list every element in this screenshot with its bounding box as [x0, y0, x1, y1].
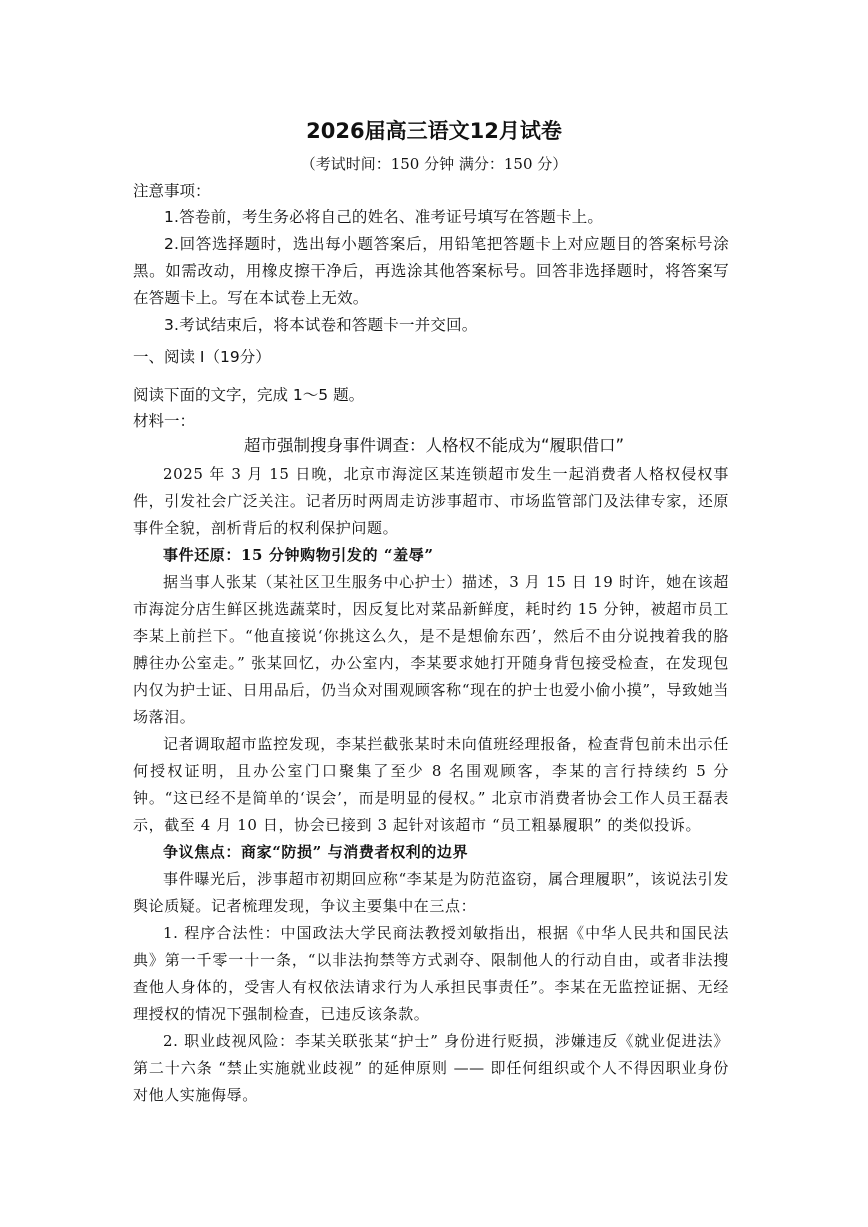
notice-item: 1.答卷前，考生务必将自己的姓名、准考证号填写在答题卡上。: [164, 208, 604, 226]
article-body: [133, 461, 729, 1109]
article-title: 超市强制搜身事件调查：人格权不能成为“履职借口”: [243, 436, 625, 455]
notice-item: 3.考试结束后，将本试卷和答题卡一并交回。: [164, 316, 478, 334]
notice-heading: 注意事项：: [133, 182, 211, 200]
article-paragraph: 2. 职业歧视风险：李某关联张某“护士” 身份进行贬损，涉嫌违反《就业促进法》第二十六条 “禁止实施就业歧视” 的延伸原则 —— 即任何组织或个人不得因职业身份对他人实施侮辱。: [133, 1032, 729, 1104]
section-instruction: 阅读下面的文字，完成 1～5 题。: [133, 386, 365, 404]
notice-list: [133, 204, 729, 339]
exam-title: 2026届高三语文12月试卷: [306, 119, 562, 143]
article-subheading: 争议焦点：商家“防损” 与消费者权利的边界: [163, 843, 469, 861]
material-label: 材料一：: [133, 412, 196, 430]
section-title: 一、阅读 I（19分）: [133, 348, 271, 366]
notice-item: 2.回答选择题时，选出每小题答案后，用铅笔把答题卡上对应题目的答案标号涂黑。如需改动，用橡皮擦干净后，再选涂其他答案标号。回答非选择题时，将答案写在答题卡上。写在本试卷上无效。: [133, 235, 729, 307]
article-paragraph: 2025 年 3 月 15 日晚，北京市海淀区某连锁超市发生一起消费者人格权侵权事件，引发社会广泛关注。记者历时两周走访涉事超市、市场监管部门及法律专家，还原事件全貌，剖析背后的权利保护问题。: [133, 465, 729, 537]
article-paragraph: 1. 程序合法性：中国政法大学民商法教授刘敏指出，根据《中华人民共和国民法典》第一千零一十一条，“以非法拘禁等方式剥夺、限制他人的行动自由，或者非法搜查他人身体的，受害人有权依法请求行为人承担民事责任”。李某在无监控证据、无经理授权的情况下强制检查，已违反该条款。: [133, 924, 729, 1023]
article-paragraph: 据当事人张某（某社区卫生服务中心护士）描述，3 月 15 日 19 时许，她在该超市海淀分店生鲜区挑选蔬菜时，因反复比对菜品新鲜度，耗时约 15 分钟，被超市员工李某上前拦下。“他直接说‘你挑这么久，是不是想偷东西’，然后不由分说拽着我的胳膊往办公室走。” 张某回忆，办公室内，李某要求她打开随身背包接受检查，在发现包内仅为护士证、日用品后，仍当众对围观顾客称“现在的护士也爱小偷小摸”，导致她当场落泪。: [133, 573, 729, 726]
article-subheading: 事件还原：15 分钟购物引发的 “羞辱”: [163, 546, 434, 564]
article-paragraph: 记者调取超市监控发现，李某拦截张某时未向值班经理报备，检查背包前未出示任何授权证明，且办公室门口聚集了至少 8 名围观顾客，李某的言行持续约 5 分钟。“这已经不是简单的‘误会’，而是明显的侵权。” 北京市消费者协会工作人员王磊表示，截至 4 月 10 日，协会已接到 3 起针对该超市 “员工粗暴履职” 的类似投诉。: [133, 735, 729, 834]
exam-subtitle: （考试时间：150 分钟 满分：150 分）: [300, 155, 568, 173]
article-paragraph: 事件曝光后，涉事超市初期回应称“李某是为防范盗窃，属合理履职”，该说法引发舆论质疑。记者梳理发现，争议主要集中在三点：: [133, 870, 729, 915]
